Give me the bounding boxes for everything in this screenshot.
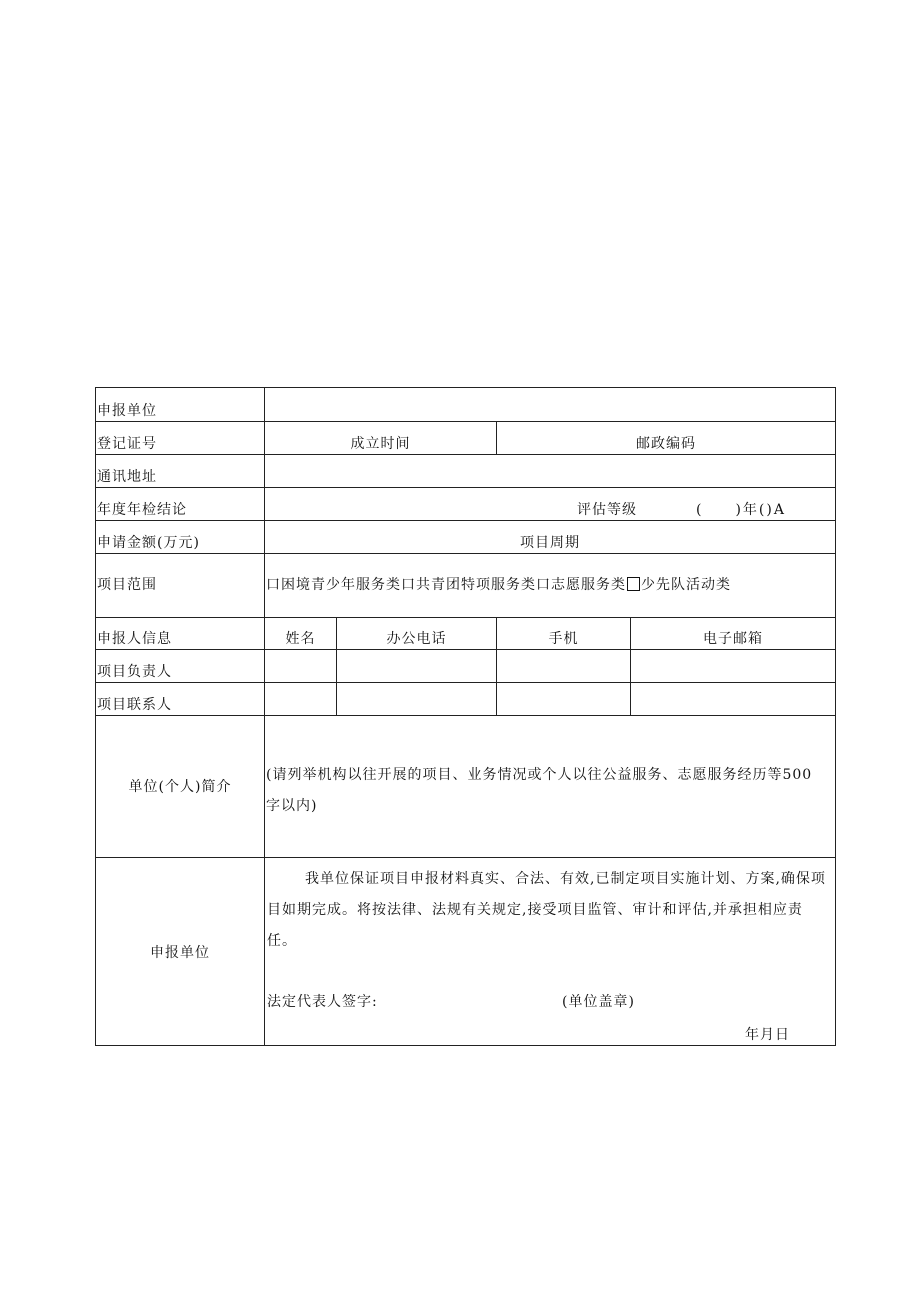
scope-last-option: 少先队活动类: [641, 577, 731, 593]
signature-field[interactable]: [386, 988, 556, 1010]
declaration-text: 我单位保证项目申报材料真实、合法、有效,已制定项目实施计划、方案,确保项目如期完成。将按法律、法规有关规定,接受项目监管、审计和评估,并承担相应责任。: [267, 871, 826, 949]
project-lead-email-field[interactable]: [634, 658, 830, 676]
row-divider: [96, 857, 835, 858]
project-contact-label: 项目联系人: [97, 697, 172, 713]
project-contact-name-field[interactable]: [268, 690, 332, 708]
row-divider: [96, 454, 835, 455]
application-form-table: [95, 387, 836, 1046]
introduction-label: 单位(个人)简介: [128, 779, 232, 795]
column-header-mobile: 手机: [548, 631, 579, 647]
row-divider: [96, 520, 835, 521]
row-divider: [96, 553, 835, 554]
column-header-office-phone: 办公电话: [386, 631, 447, 647]
rating-label: 评估等级: [577, 502, 637, 518]
project-contact-office-phone-field[interactable]: [340, 690, 492, 708]
unit-seal-label: (单位盖章): [562, 994, 635, 1010]
row-divider: [96, 617, 835, 618]
project-contact-mobile-field[interactable]: [500, 690, 626, 708]
rating-value: ( )年()A: [696, 502, 786, 518]
label-column-divider: [264, 388, 265, 1045]
project-period-label: 项目周期: [520, 535, 580, 551]
project-lead-office-phone-field[interactable]: [340, 658, 492, 676]
project-contact-email-field[interactable]: [634, 690, 830, 708]
annual-inspection-label: 年度年检结论: [97, 502, 187, 518]
column-header-name: 姓名: [285, 631, 316, 647]
scope-checkbox[interactable]: [627, 577, 640, 591]
project-lead-label: 项目负责人: [97, 664, 172, 680]
scope-options-text: 口困境青少年服务类口共青团特项服务类口志愿服务类: [266, 577, 626, 593]
established-time-label: 成立时间: [350, 436, 411, 452]
row-divider: [96, 682, 835, 683]
declaration-unit-label: 申报单位: [150, 945, 210, 961]
address-label: 通讯地址: [97, 469, 157, 485]
postcode-label: 邮政编码: [636, 436, 696, 452]
project-lead-mobile-field[interactable]: [500, 658, 626, 676]
applicant-unit-field[interactable]: [268, 396, 828, 414]
column-header-email: 电子邮箱: [703, 631, 763, 647]
date-label: 年月日: [745, 1027, 790, 1043]
project-scope-label: 项目范围: [97, 577, 157, 593]
legal-representative-signature-label: 法定代表人签字:: [267, 994, 378, 1010]
row-divider: [96, 715, 835, 716]
address-field[interactable]: [268, 462, 828, 480]
row-divider: [96, 649, 835, 650]
applicant-info-label: 申报人信息: [97, 631, 172, 647]
row-divider: [96, 487, 835, 488]
project-lead-name-field[interactable]: [268, 658, 332, 676]
introduction-text[interactable]: (请列举机构以往开展的项目、业务情况或个人以往公益服务、志愿服务经历等500字以内): [266, 767, 813, 814]
registration-number-label: 登记证号: [97, 436, 157, 452]
amount-label: 申请金额(万元): [97, 535, 200, 551]
project-scope-options: [266, 577, 731, 593]
row-divider: [96, 421, 835, 422]
applicant-unit-label: 申报单位: [97, 403, 157, 419]
